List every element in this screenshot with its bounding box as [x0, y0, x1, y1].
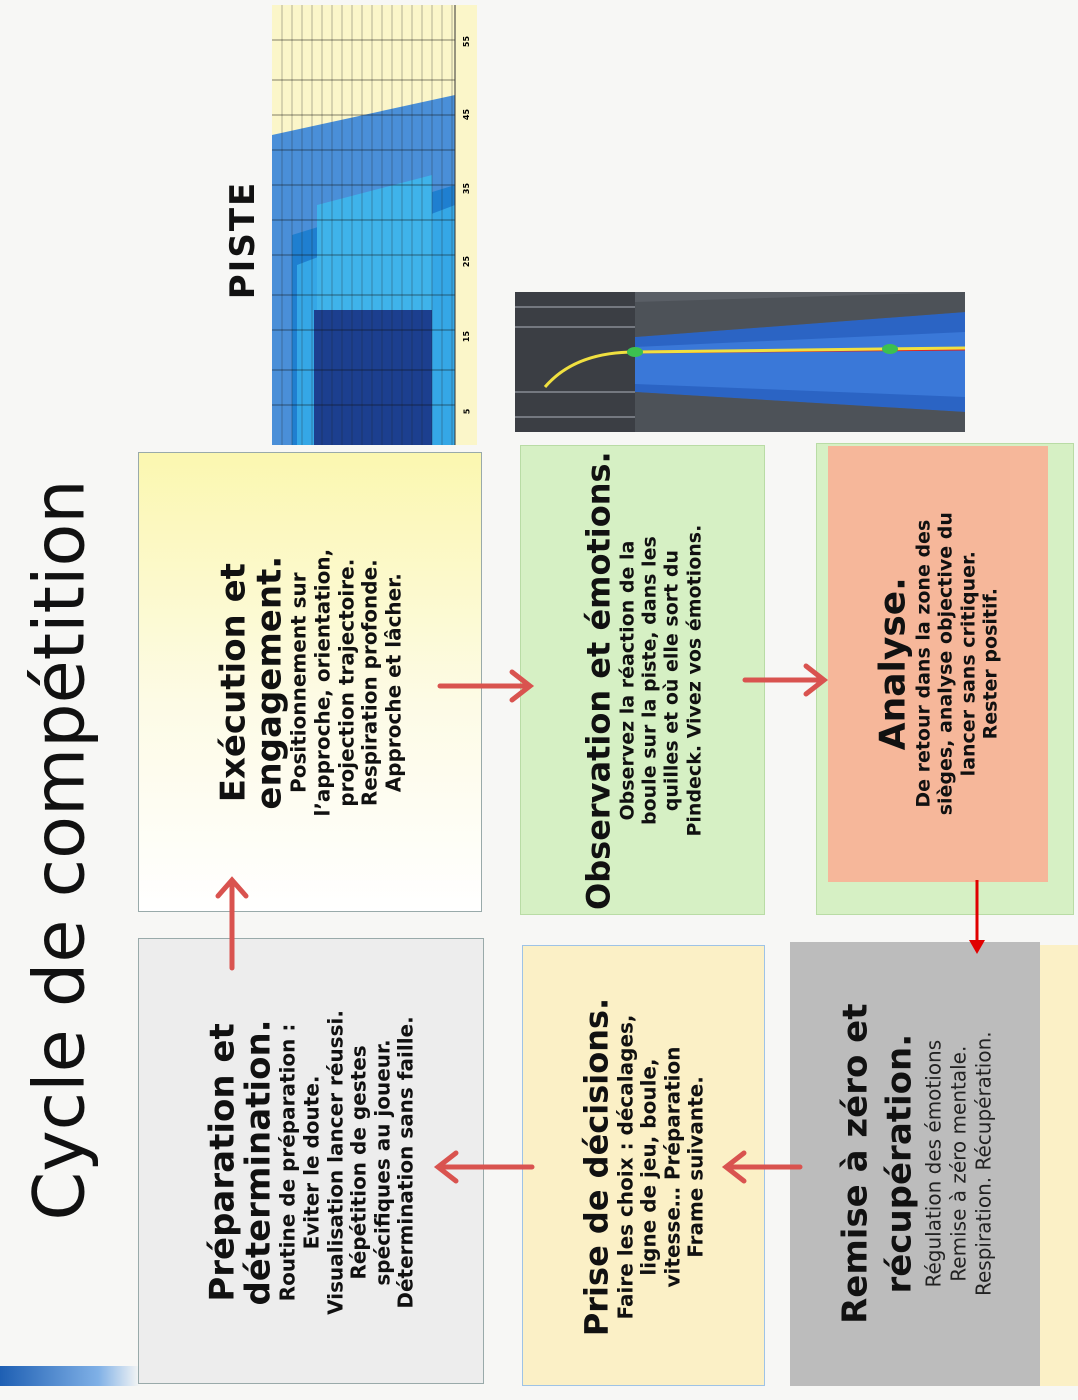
step-observation-line: boule sur la piste, dans les	[637, 536, 660, 826]
arrow-down-icon	[969, 880, 985, 954]
step-decisions-line: vitesse… Préparation	[660, 1046, 685, 1288]
arrow-right-icon	[745, 666, 824, 694]
arrow-up-icon	[218, 880, 246, 968]
step-execution-line: Approche et lâcher.	[381, 573, 406, 793]
step-preparation-heading: Préparation et détermination.	[202, 1018, 279, 1306]
arrow-left-icon	[438, 1153, 532, 1181]
arrow-left-icon	[726, 1153, 800, 1181]
page-title: Cycle de compétition	[19, 479, 102, 1221]
step-remise-line: Remise à zéro mentale.	[946, 1046, 971, 1282]
step-preparation-line: spécifiques au joueur.	[370, 1038, 395, 1286]
step-execution-line: Respiration profonde.	[357, 559, 382, 807]
scale-label-5: 5	[462, 408, 472, 414]
step-execution-line: projection trajectoire.	[333, 559, 358, 807]
step-analyse-line: lancer sans critiquer.	[956, 551, 979, 777]
step-analyse-heading: Analyse.	[872, 577, 914, 751]
step-remise-line: Respiration. Récupération.	[971, 1031, 996, 1297]
step-preparation-line: Répétition de gestes	[346, 1044, 371, 1280]
step-preparation-line: Visualisation lancer réussi.	[323, 1009, 348, 1315]
step-observation-line: Observez la réaction de la	[615, 541, 638, 821]
step-execution-heading: Exécution et engagement.	[213, 556, 290, 810]
step-preparation-line: Eviter le doute.	[299, 1075, 324, 1249]
scale-label-35: 35	[462, 182, 472, 194]
step-preparation-line: Routine de préparation :	[275, 1023, 300, 1301]
step-execution-line: Positionnement sur	[286, 572, 311, 794]
step-analyse-line: Rester positif.	[979, 588, 1002, 740]
step-remise-heading: Remise à zéro et récupération.	[835, 1003, 920, 1325]
step-decisions-heading: Prise de décisions.	[577, 997, 616, 1336]
step-decisions-line: Faire les choix : décalages,	[613, 1014, 638, 1319]
scale-label-15: 15	[462, 330, 472, 342]
scale-label-25: 25	[462, 255, 472, 267]
scale-label-55: 55	[462, 35, 472, 47]
step-observation-line: quilles et où elle sort du	[660, 550, 683, 812]
piste-label: PISTE	[223, 180, 264, 300]
step-analyse-line: De retour dans la zone des	[912, 520, 935, 808]
step-execution-line: l’approche, orientation,	[310, 549, 335, 817]
step-preparation-line: Détermination sans faille.	[393, 1015, 418, 1309]
step-observation-heading: Observation et émotions.	[578, 451, 617, 911]
step-observation-line: Pindeck. Vivez vos émotions.	[682, 525, 705, 837]
step-remise-line: Régulation des émotions	[921, 1040, 946, 1288]
step-decisions-line: ligne de jeu, boule,	[636, 1057, 661, 1276]
step-decisions-line: Frame suivante.	[683, 1075, 708, 1258]
arrow-right-icon	[440, 672, 530, 700]
step-analyse-line: sièges, analyse objective du	[934, 512, 957, 816]
corner-accent	[0, 1366, 140, 1386]
scale-label-45: 45	[462, 108, 472, 120]
